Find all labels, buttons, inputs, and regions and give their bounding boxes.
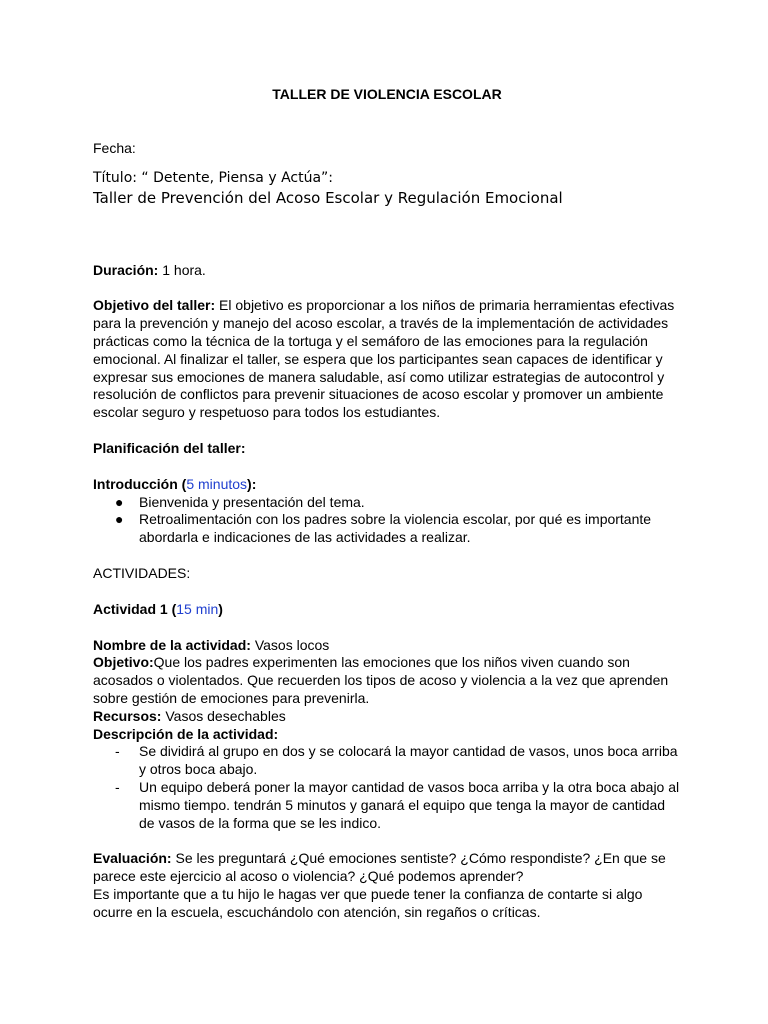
bullet-dot-icon: ● xyxy=(115,511,124,528)
list-item: - Se dividirá al grupo en dos y se colocará la mayor cantidad de vasos, unos boca arriba y otros boca abajo. xyxy=(115,743,678,778)
nombre-actividad: Nombre de la actividad: Vasos locos xyxy=(93,636,330,653)
duracion-label: Duración: xyxy=(93,261,159,278)
act1-time: 15 min xyxy=(176,600,219,617)
list-item: ● Retroalimentación con los padres sobre la violencia escolar, por qué es importante abordarla e indicaciones de las actividades a realizar. xyxy=(115,511,652,546)
duracion-value: 1 hora. xyxy=(158,261,206,278)
bullet-dash-icon: - xyxy=(115,743,120,760)
doc-title: TALLER DE VIOLENCIA ESCOLAR xyxy=(272,86,502,102)
actividad-1-heading: Actividad 1 (15 min) xyxy=(93,600,223,617)
intro-time: 5 minutos xyxy=(186,475,248,492)
titulo-block xyxy=(93,168,683,208)
titulo-line-2: Taller de Prevención del Acoso Escolar y Regulación Emocional xyxy=(93,188,563,207)
bullet-dash-icon: - xyxy=(115,778,120,795)
list-item: - Un equipo deberá poner la mayor cantidad de vasos boca arriba y la otra boca abajo al mismo tiempo. tendrán 5 minutos y ganará el equipo que tenga la mayor de cantidad de vasos de la forma que se les indico. xyxy=(115,778,680,831)
recursos: Recursos: Vasos desechables xyxy=(93,707,286,724)
evaluacion-paragraph: Evaluación: Se les preguntará ¿Qué emociones sentiste? ¿Cómo respondiste? ¿En que se parece este ejercicio al acoso o violencia? ¿Qué podemos aprender? xyxy=(93,850,666,885)
introduccion-heading: Introducción (5 minutos): xyxy=(93,475,257,492)
intro-list xyxy=(93,494,683,547)
bullet-dot-icon: ● xyxy=(115,493,124,510)
document-body xyxy=(93,86,683,922)
objetivo-text: El objetivo es proporcionar a los niños de primaria herramientas efectivas para la prevención y manejo del acoso escolar, a través de la implementación de actividades prácticas como la técnica de la tortuga y el semáforo de las emociones para la regulación emocional. Al finalizar el taller, se espera que los participantes sean capaces de identificar y expresar sus emociones de manera saludable, así como utilizar estrategias de autocontrol y resolución de conflictos para prevenir situaciones de acoso escolar y promover un ambiente escolar seguro y respetuoso para todos los estudiantes. xyxy=(93,297,675,421)
planificacion-heading: Planificación del taller: xyxy=(93,439,246,456)
actividades-heading: ACTIVIDADES: xyxy=(93,564,191,581)
fecha-label: Fecha: xyxy=(93,139,136,156)
descripcion-heading: Descripción de la actividad: xyxy=(93,725,279,742)
descripcion-list xyxy=(93,743,683,832)
list-item: ● Bienvenida y presentación del tema. xyxy=(115,493,365,510)
duracion-paragraph xyxy=(93,262,683,280)
objetivo-paragraph xyxy=(93,297,683,422)
closing-paragraph: Es importante que a tu hijo le hagas ver que puede tener la confianza de contarte si algo ocurre en la escuela, escuchándolo con atención, sin regaños o críticas. xyxy=(93,885,643,920)
objetivo-label: Objetivo del taller: xyxy=(93,297,216,314)
titulo-line-1: Título: “ Detente, Piensa y Actúa”: xyxy=(93,169,334,186)
objetivo-actividad: Objetivo:Que los padres experimenten las emociones que los niños viven cuando son acosados o violentados. Que recuerden los tipos de acoso y violencia a la vez que aprenden sobre gestión de emociones para prevenirla. xyxy=(93,654,669,706)
